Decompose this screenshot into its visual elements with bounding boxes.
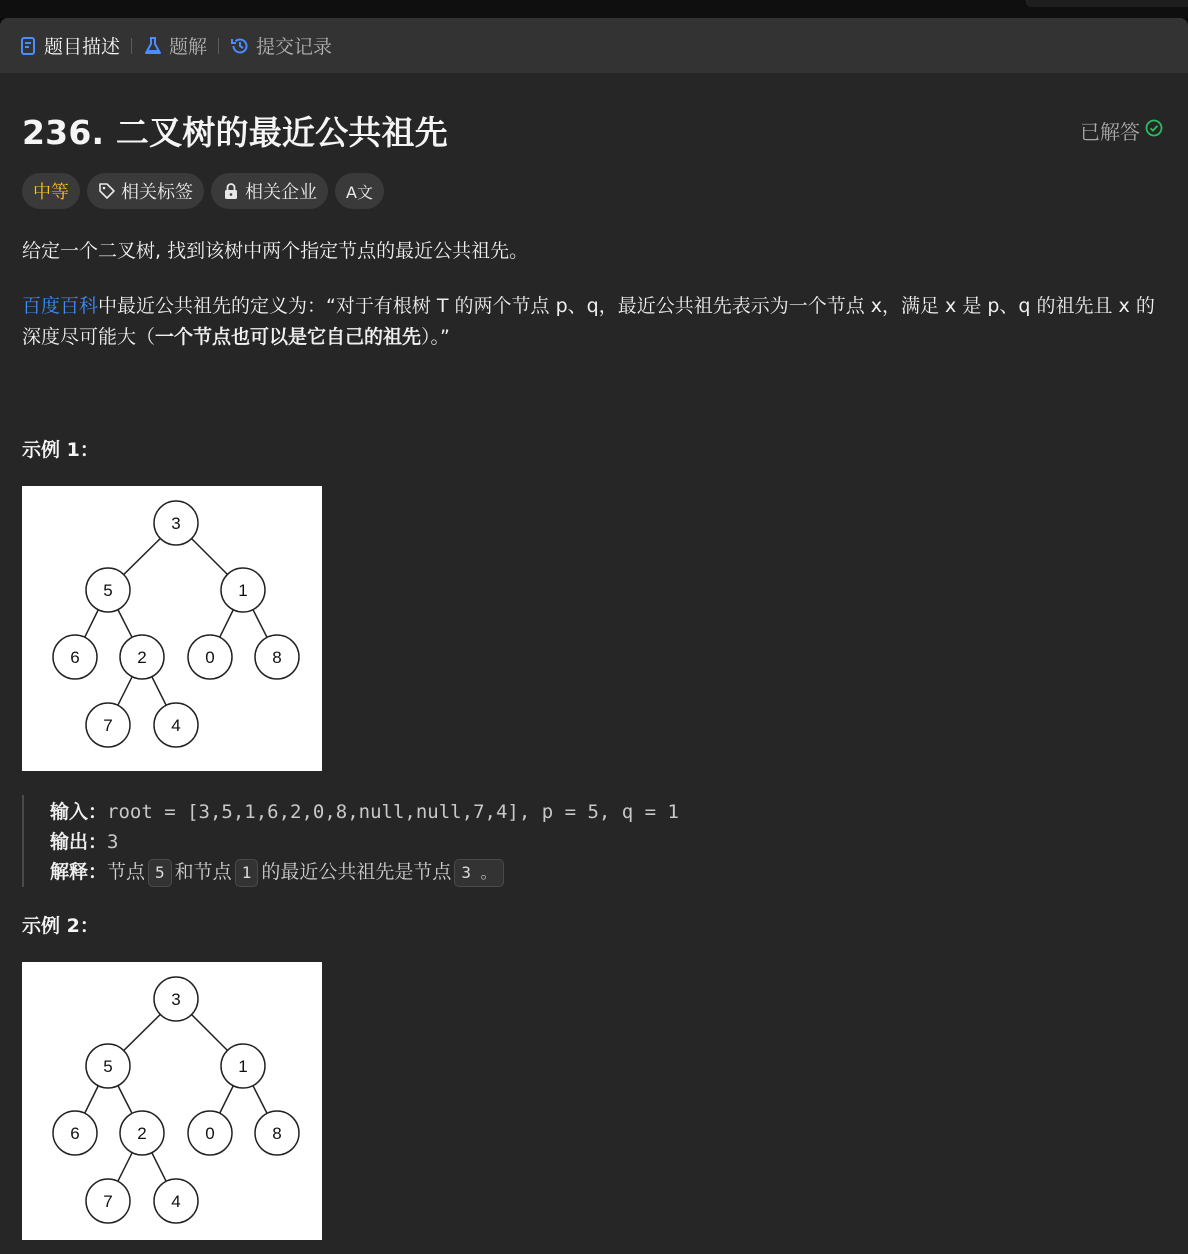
tab-description[interactable] xyxy=(18,32,120,59)
example-2-heading: 示例 2： xyxy=(22,915,99,937)
related-tags-label: 相关标签 xyxy=(121,182,193,203)
tab-description-label: 题目描述 xyxy=(44,36,121,58)
tab-solutions[interactable] xyxy=(143,32,207,59)
solved-label: 已解答 xyxy=(1080,119,1140,144)
tree-node-label: 8 xyxy=(272,1124,282,1143)
example-1-explain-line xyxy=(50,857,1166,887)
tag-row xyxy=(22,173,1166,209)
problem-panel xyxy=(0,18,1188,1254)
problem-content xyxy=(0,109,1188,1240)
tab-bar xyxy=(0,18,1188,73)
related-companies-button[interactable] xyxy=(211,173,328,209)
history-icon xyxy=(230,36,250,56)
definition-end: ）。” xyxy=(421,326,450,348)
input-label: 输入： xyxy=(50,801,108,823)
explain-label: 解释： xyxy=(50,861,108,883)
tab-solutions-label: 题解 xyxy=(169,36,208,58)
tab-submissions-label: 提交记录 xyxy=(256,36,333,58)
tree-node-label: 8 xyxy=(272,648,282,667)
example-1-tree-image xyxy=(22,486,322,771)
output-value: 3 xyxy=(107,831,119,853)
problem-title[interactable]: 236. 二叉树的最近公共祖先 xyxy=(22,112,448,152)
tree-node-label: 6 xyxy=(70,1124,80,1143)
lock-icon xyxy=(222,182,240,200)
tree-node-label: 4 xyxy=(171,716,181,735)
tree-node-label: 0 xyxy=(205,1124,215,1143)
flask-icon xyxy=(143,36,163,56)
definition-bold: 一个节点也可以是它自己的祖先 xyxy=(155,326,422,348)
tag-icon xyxy=(98,182,116,200)
inline-code: 5 xyxy=(148,859,172,887)
tab-divider xyxy=(218,38,219,54)
tree-node-label: 2 xyxy=(137,1124,147,1143)
tree-node-label: 4 xyxy=(171,1192,181,1211)
tree-node-label: 3 xyxy=(171,990,181,1009)
example-1-heading: 示例 1： xyxy=(22,439,99,461)
title-row xyxy=(22,109,1166,151)
tab-divider xyxy=(131,38,132,54)
tree-node-label: 7 xyxy=(103,1192,113,1211)
top-right-tab-ghost xyxy=(1026,0,1188,7)
solved-status xyxy=(1080,116,1164,145)
tree-node-label: 1 xyxy=(238,581,248,600)
check-circle-icon xyxy=(1144,118,1164,143)
example-2-tree-image xyxy=(22,962,322,1240)
difficulty-badge: 中等 xyxy=(22,173,80,209)
related-tags-button[interactable] xyxy=(87,173,204,209)
tree-node-label: 0 xyxy=(205,648,215,667)
translate-button[interactable] xyxy=(335,173,384,209)
inline-code: 3 。 xyxy=(454,859,503,887)
window-top-strip xyxy=(0,0,1188,18)
description-paragraph-2 xyxy=(22,291,1166,353)
definition-text: 中最近公共祖先的定义为：“对于有根树 T 的两个节点 p、q，最近公共祖先表示为一个节点 x，满足 x 是 p、q 的祖先且 x 的深度尽可能大（ xyxy=(22,295,1155,348)
example-1-input-line xyxy=(50,797,1166,827)
example-1-block xyxy=(22,795,1166,887)
output-label: 输出： xyxy=(50,831,108,853)
description-paragraph-1: 给定一个二叉树, 找到该树中两个指定节点的最近公共祖先。 xyxy=(22,240,529,262)
tree-node-label: 7 xyxy=(103,716,113,735)
tree-node-label: 6 xyxy=(70,648,80,667)
explain-text: 节点 xyxy=(107,861,146,883)
related-companies-label: 相关企业 xyxy=(245,182,317,203)
tree-node-label: 5 xyxy=(103,581,113,600)
tree-node-label: 1 xyxy=(238,1057,248,1076)
tree-node-label: 3 xyxy=(171,514,181,533)
translate-icon: A文 xyxy=(346,182,373,202)
explain-text: 的最近公共祖先是节点 xyxy=(261,861,452,883)
input-value: root = [3,5,1,6,2,0,8,null,null,7,4], p = 5, q = 1 xyxy=(107,801,679,823)
explain-text: 和节点 xyxy=(174,861,232,883)
baidu-baike-link[interactable]: 百度百科 xyxy=(22,295,99,317)
description-icon xyxy=(18,36,38,56)
tree-node-label: 2 xyxy=(137,648,147,667)
example-1-output-line xyxy=(50,827,1166,857)
inline-code: 1 xyxy=(235,859,259,887)
tab-submissions[interactable] xyxy=(230,32,332,59)
tree-node-label: 5 xyxy=(103,1057,113,1076)
